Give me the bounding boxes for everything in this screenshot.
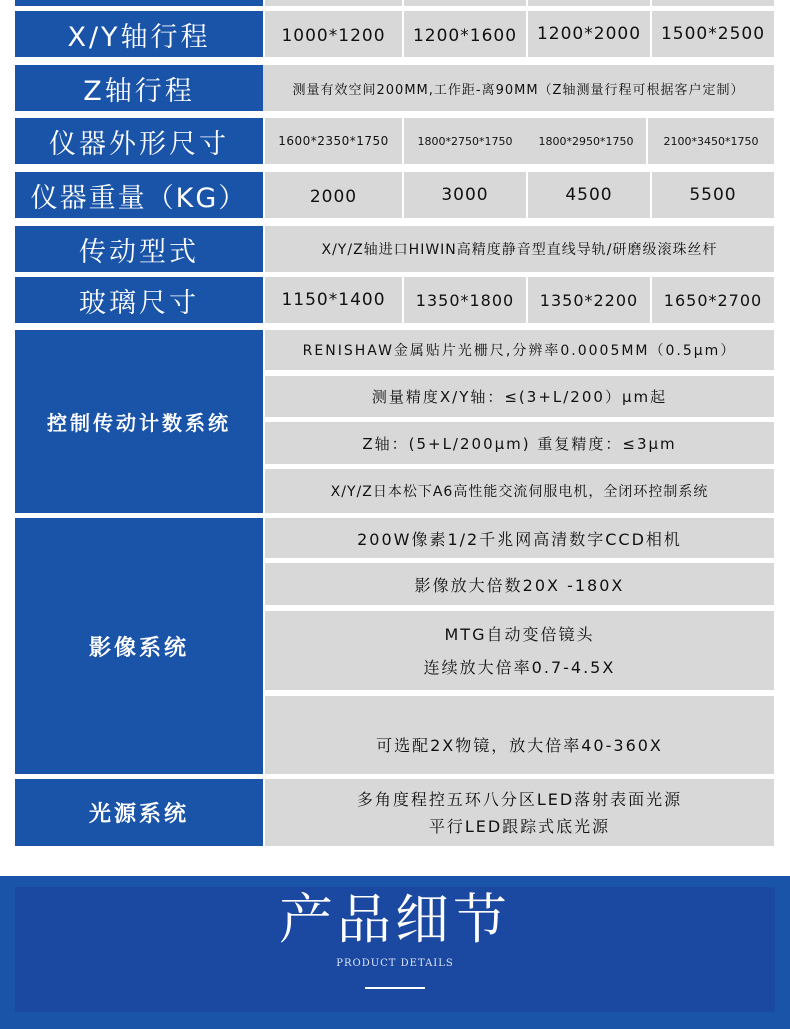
xy-travel-value: 1000*1200 — [265, 11, 402, 57]
imaging-lens-line: MTG自动变倍镜头 — [444, 624, 595, 644]
imaging-item: 200W像素1/2千兆网高清数字CCD相机 — [265, 518, 774, 558]
drive-label: 传动型式 — [15, 226, 263, 272]
control-item: 测量精度X/Y轴：≤(3+L/200）μm起 — [265, 376, 774, 417]
row-top-label — [15, 0, 263, 6]
product-details-title: 产品细节 — [279, 888, 511, 951]
glass-label: 玻璃尺寸 — [15, 277, 263, 323]
light-item — [265, 779, 774, 846]
product-details-subtitle: PRODUCT DETAILS — [336, 958, 454, 969]
glass-value: 1350*1800 — [404, 277, 526, 323]
drive-value: X/Y/Z轴进口HIWIN高精度静音型直线导轨/研磨级滚珠丝杆 — [265, 226, 774, 272]
size-value: 1800*2950*1750 — [526, 118, 646, 164]
glass-value: 1650*2700 — [652, 277, 774, 323]
weight-value: 2000 — [265, 172, 402, 218]
z-travel-label: Z轴行程 — [15, 65, 263, 111]
light-line: 平行LED跟踪式底光源 — [428, 816, 611, 836]
control-item: Z轴：(5+L/200μm) 重复精度：≤3μm — [265, 422, 774, 464]
size-value: 2100*3450*1750 — [648, 118, 774, 164]
weight-label: 仪器重量（KG） — [15, 172, 263, 218]
imaging-item: 影像放大倍数20X -180X — [265, 563, 774, 605]
control-item: X/Y/Z日本松下A6高性能交流伺服电机，全闭环控制系统 — [265, 469, 774, 513]
xy-travel-value: 1500*2500 — [652, 11, 774, 57]
size-value: 1800*2750*1750 — [404, 118, 526, 164]
row-top-cell — [265, 0, 402, 6]
control-label: 控制传动计数系统 — [15, 330, 263, 513]
weight-value: 3000 — [404, 172, 526, 218]
light-line: 多角度程控五环八分区LED落射表面光源 — [356, 789, 683, 809]
row-top-cell — [404, 0, 526, 6]
light-label: 光源系统 — [15, 779, 263, 846]
size-value: 1600*2350*1750 — [265, 118, 402, 164]
xy-travel-value: 1200*1600 — [404, 11, 526, 57]
xy-travel-label: X/Y轴行程 — [15, 11, 263, 57]
size-label: 仪器外形尺寸 — [15, 118, 263, 164]
glass-value: 1350*2200 — [528, 277, 650, 323]
glass-value: 1150*1400 — [265, 277, 402, 323]
imaging-label: 影像系统 — [15, 518, 263, 774]
row-top-cell — [528, 0, 650, 6]
imaging-zoom-line: 连续放大倍率0.7-4.5X — [423, 657, 616, 677]
imaging-item-lens — [265, 611, 774, 690]
title-underline — [365, 987, 425, 989]
imaging-item: 可选配2X物镜，放大倍率40-360X — [265, 696, 774, 774]
z-travel-value: 测量有效空间200MM,工作距-离90MM（Z轴测量行程可根据客户定制） — [263, 65, 774, 111]
xy-travel-value: 1200*2000 — [528, 11, 650, 57]
control-item: RENISHAW金属贴片光栅尺,分辨率0.0005MM（0.5μm） — [265, 330, 774, 370]
row-top-cell — [652, 0, 774, 6]
weight-value: 5500 — [652, 172, 774, 218]
weight-value: 4500 — [528, 172, 650, 218]
